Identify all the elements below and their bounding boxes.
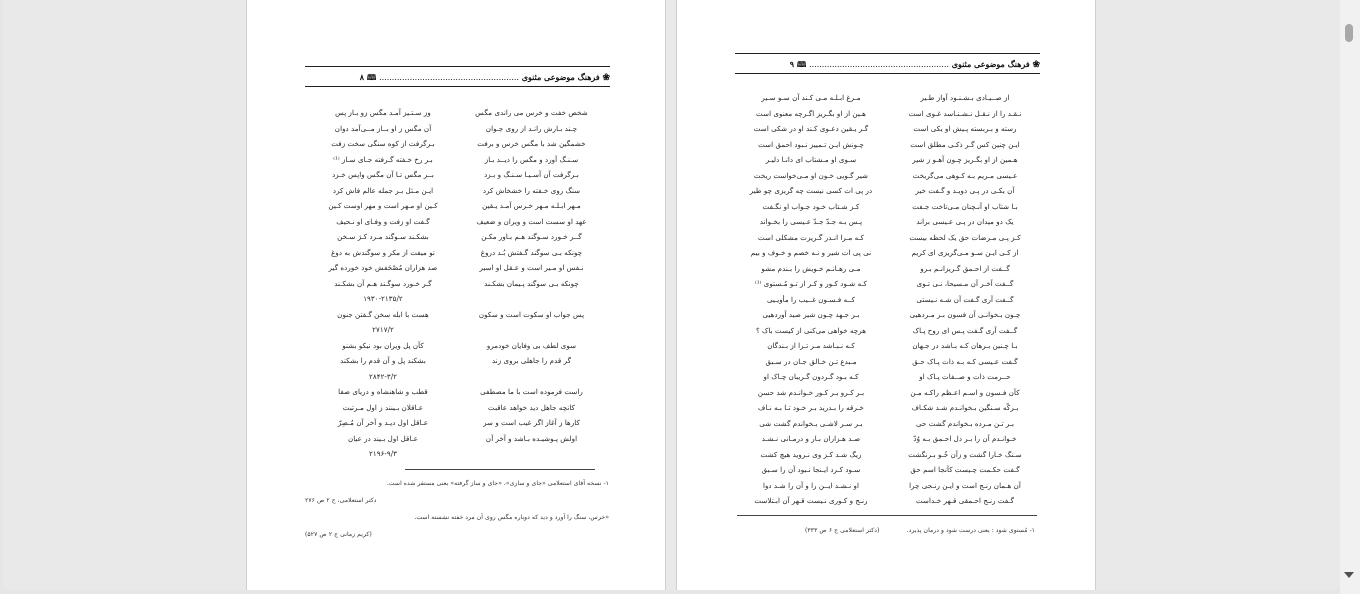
footnote-source-2: (کریم زمانی ج ۲ ص ۵۲۷) [305,531,372,538]
verse-line: بـا چـنین بـرهان کـه بـاشد در جـهان [912,341,1018,350]
verse-line: مـهر ابـلـه مـهر خـرس آمـد یـقین [482,201,581,210]
verse-line: صـد هـزاران بـار و درمـانی نـشـد [761,434,861,443]
header-rule-bottom [305,86,610,87]
verse-line: چونکه بـی سوگند گـفتش بُـد دروغ [480,247,583,257]
page-9 [676,0,1096,590]
verse-line: خـرقه را بـدرید بـر خـود تـا بـه نـاف [758,403,864,412]
verse-line: راست فرموده است با ما مصطفی [480,387,583,396]
footnote-divider [737,515,1037,516]
verse-line: هـین از او بگـریز اگـرچه معنوی است [756,108,866,118]
verse-line: نـقـد را از نـقـل نـشـنـاسد غـوی است [908,108,1022,118]
flower-icon: ❀ [1032,60,1040,70]
verse-line: ۲۱۹۶-۹/۳ [368,449,397,458]
flower-icon: ❀ [602,73,610,83]
footnote-2: «خرس، سنگ را آورد و دید که دوباره مگس روی آن مرد خفته نشسته است. [414,514,609,521]
page-number: ۹ [789,59,795,69]
verse-line: عـاقل اول بـیند در عیان [347,433,419,443]
verse-line: گـفت حکـمت چـیست کآنجا اسم حق [910,465,1020,474]
verse-column-left [737,90,885,509]
verse-line: سوی لطف بی وفایان خودمرو [486,340,577,350]
verse-line: شیر گـویی خـون او مـی‌خواست ریخت [753,170,869,180]
verse-line: بـرگرفت از کوه سنگی سخت زفت [331,139,435,148]
verse-line: چـند بـارش رانـد از روی جـوان [485,123,578,133]
verse-line: گـفت رنـج احـمقی قـهر خـداست [915,496,1015,505]
verse-line: تو میفت از مکر و سوگندش به دوغ [331,247,435,257]
header-rule-top [305,66,610,67]
verse-line: گــفت آری گـفت آن شـه نـیستی [916,294,1014,304]
verse-line: چـونش ایـن تـمییز نـبود احمق است [758,139,864,149]
verse-line: گـفت او زفت و وفـای او نـحیف [336,216,430,226]
verse-line [469,322,594,338]
verse-line: مـی رهـانـم خـویش را بـندم مشو [761,263,861,273]
verse-line: گــفت آری گـفت پـس ای روح پـاک [912,325,1018,335]
verse-line: مـرغ ابـلـه مـی کـند آن سـو سـیر [761,93,861,102]
footnote-source-1: دکتر استعلامی، ج ۲ ص ۲۷۶ [305,497,377,504]
verse-line: گـفت عـیسی کـه بـه ذات پـاک حـق [912,356,1018,366]
verse-line: صد هزاران مُصْحَفش خود خورده گیر [328,263,438,272]
verse-line: اولش پـوشیـده بـاشد و آخر آن [485,433,578,443]
verse-line: قطب و شاهنشاه و دریای صفا [338,387,428,396]
footnote-1: ۱- مُستوی شود : یعنی درست شود و درمان پذیرد. [906,527,1035,534]
verse-line: گـر یـقین دعـوی کـند او در شکی است [753,124,869,133]
verse-line: بـر کـرو بـر کـور خـوانـدم شد حسن [757,387,865,397]
book-title: فرهنگ موضوعی مثنوی [521,72,600,82]
verse-line: چونکه بـی سوگند پـیمان بشکـند [484,278,579,288]
verse-line: بشکند پل و آن قدم را بشکند [340,356,426,365]
verse-line: ۲۸۴۲-۳/۲ [368,371,397,381]
verse-line: بشکـند سـوگند مـرد کـژ سـخن [337,232,429,241]
page-8 [246,0,666,590]
verse-line: کانچه جاهل دید خواهد عاقبت [488,402,575,412]
verse-line: بـر سـر لاشـی بـخواندم گشت شی [759,418,863,428]
verse-line: کـه شـود کـور و کـر از تـو مُـستوی ⁽¹⁾ [755,279,867,288]
scroll-down-arrow-icon[interactable] [1344,572,1354,578]
verse-line: کـه مـرا انـدر گـریزت مشکلی است [758,232,864,242]
verse-line: شخص خفت و خرس می راندی مگس [475,108,588,117]
vertical-scrollbar[interactable] [1340,0,1360,594]
verse-line: از کـی ایـن سـو مـی‌گریزی ای کریم [911,248,1019,257]
verse-line: کـه بـود گـردون گـریبان چـاک او [763,372,859,381]
header-dots: ....................................................... [809,60,949,69]
verse-line: رنـج و کـوری نـیست قـهر آن ابـتلاست [754,496,868,505]
verse-line: ۲۷۱۷/۲ [372,325,394,334]
scrollbar-thumb[interactable] [1345,24,1353,42]
verse-column-right [469,105,594,446]
book-title: فرهنگ موضوعی مثنوی [951,59,1030,69]
verse-line: نـفس او مـیر است و عـقل او اسیر [479,263,584,272]
verse-line: کارها ز آغاز اگر غیب است و سر [483,418,580,427]
verse-line: آن یکـی در پـی دویـد و گـفت خیر [915,186,1015,195]
page-header [305,72,610,86]
verse-column-right [890,90,1040,509]
verse-line: بـرکّه سـنگین بـخوانـدم شـد شکـاف [911,403,1019,412]
footnote-source-1: (دکتر استعلامی ج ۶ ص ۳۳۳) [805,527,880,534]
verse-line: عـاقلان بـینند ز اول مـرتبت [342,402,424,412]
verse-line: آن هـمان رنـج است و ایـن رنـجی چرا [909,480,1021,490]
header-dots: ....................................................... [379,73,519,82]
book-icon: 🕮 [796,59,807,69]
verse-line: یک دو میدان در پـی عـیسی براند [916,217,1014,226]
verse-line: بـر جـهد چـون شیر صید آوردهیی [762,310,860,319]
verse-line: عهد او سست است و ویران و ضعیف [476,216,587,226]
verse-line: کآن فـسون و اسـم اعـظم راکـه مـن [910,387,1020,397]
verse-line: سـنگ خـارا گشت و زآن خُـو بـرنگشت [908,449,1022,459]
page-header [735,59,1040,73]
verse-line: رسته و بـربسته پـیش او یکی است [913,124,1017,133]
verse-line: ایـن مـثل بـر جمله عالم فاش کرد [332,185,434,195]
verse-line: سـنـگ آورد و مگس را دیــد بـاز [484,154,579,164]
verse-line: بـرگرفت آن آسـیـا سـنـگ و بـزد [484,170,579,179]
verse-line: خشمگین شد با مگس خرس و برفت [477,139,586,148]
verse-line: پـس بـه جـدّ جـدّ عـیسی را بخـواند [759,217,863,226]
verse-line: گـر خـورد سوگـند هـم آن بشکـند [334,278,432,288]
book-icon: 🕮 [366,72,377,82]
verse-line [469,369,594,385]
verse-line: ۱۹۳۰-۲۱۳۵/۲ [363,294,403,303]
verse-line: کـز شـتاب خـود جـواب او نگـفت [762,201,860,211]
header-rule-top [735,53,1040,54]
footnote-1: ۱- نسخه آقای استعلامی «جای و سازی»، «جای و ساز گرفته» یعنی مستقر شده است. [386,480,609,487]
verse-line: بـر تـن مـرده بـخواندم گشت حی [916,418,1014,428]
verse-line: ایـن چنین کس گـر ذکـی مطلق است [910,139,1020,149]
verse-line: پس جواب او سکوت است و سکون [478,309,585,319]
verse-line: هست با ابله سخن گـفتن جنون [337,309,429,319]
header-rule-bottom [735,73,1040,74]
verse-line: خـوانـدم آن را بـر دل احـمق بـه وُدّ [913,434,1017,443]
verse-line: چـون بـخوانـی آن فسون بـر مـردهیی [909,310,1021,319]
verse-line: گــفت از احـمق گـریزانـم بـرو [920,263,1010,273]
verse-line: از صــیـادی بـشـنـود آواز طـیر [920,93,1010,102]
verse-line: عـیسی مـریم بـه کـوهی می‌گریخت [912,170,1018,180]
verse-line: مـبدع تـن خـالق جـان در سـبق [765,356,857,366]
verse-line [469,291,594,307]
verse-line: ریگ شـد کـز وی نـروید هیچ کشت [760,449,862,459]
verse-line: کــه فـسـون غــیب را مأویـیی [766,294,856,304]
verse-line: هـمین از او بگـریز چـون آهـو ز شیر [912,155,1018,164]
verse-line: بــر مگس تـا آن مگس واپس خـزد [332,170,434,179]
document-viewer[interactable] [3,0,1340,590]
verse-line: گر قدم را جاهلی بروی زند [491,356,572,365]
verse-line: کـز پـی مـرضات حق یک لحظه بیست [909,232,1021,242]
verse-line: گــفت آخـر آن مـسیحا، نـی تـوی [916,279,1014,288]
verse-line: گــر خـورد سـوگند هـم بـاور مکـن [481,232,582,241]
verse-line: عـاقل اول دیـد و آخر آن مُـصِرّ [337,418,429,427]
verse-line: سـوی او مـشتاب ای دانـا دلیـر [765,155,857,164]
verse-line: او نـشـد ایــن را و آن را شـد دوا [762,480,860,490]
verse-line: حــرمت ذات و صــفات پـاک او [919,372,1011,381]
verse-line: کـه نـبـاشد مـر تـرا از بـندگان [767,341,855,350]
verse-line: کآن پل ویران بود نیکو بشنو [342,340,424,350]
verse-line: نی پی ات شیر و نـه خصم و خـوف و بیم [750,248,872,257]
verse-line: آن مگس ز او بــاز مــی‌آمد دوان [334,123,432,133]
footnote-divider [405,469,595,470]
verse-line: در پی ات کسی نیست چه گریزی چو طیر [749,186,873,195]
page-number: ۸ [359,72,365,82]
verse-line: بـر رخ خـفته گـرفته جـای سـاز ⁽¹⁾ [333,154,433,164]
verse-column-left [313,105,453,462]
verse-line: کـین او مـهر است و مهر اوست کـین [328,201,438,210]
verse-line: وز سـتـیز آمـد مگس زو بـاز پس [335,108,431,117]
verse-line: بـا شتاب او آنـچنان مـی‌تاخت جـفت [912,201,1018,211]
verse-line: هرچه خواهی می‌کنی از کیست باک ؟ [755,325,867,335]
verse-line: سنگ روی خـفته را خشخاش کرد [482,185,581,195]
verse-line: سـود کـرد ایـنجا نـبود آن را سـبق [761,465,861,474]
